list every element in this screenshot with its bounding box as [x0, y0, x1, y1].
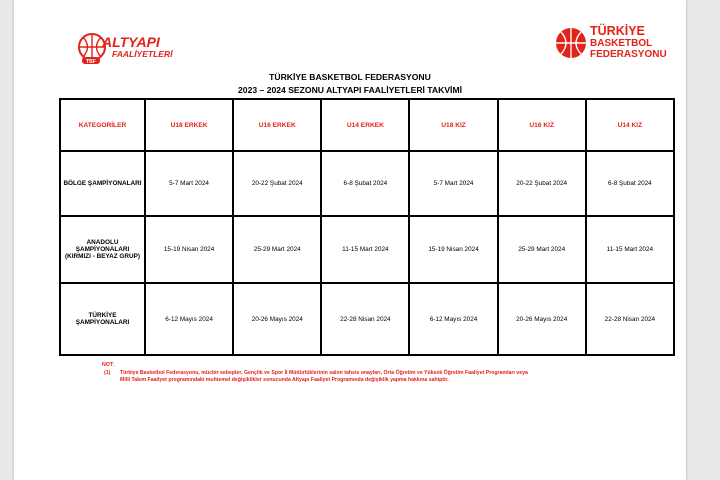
- table-cell: 11-15 Mart 2024: [586, 216, 674, 283]
- tbf-logo-line1: TÜRKİYE: [590, 24, 645, 38]
- header-u16-erkek: U16 ERKEK: [233, 99, 321, 151]
- document-title-line1: TÜRKİYE BASKETBOL FEDERASYONU: [269, 72, 431, 82]
- altyapi-logo: [74, 30, 194, 66]
- table-cell: 20-22 Şubat 2024: [233, 151, 321, 216]
- table-cell: 6-8 Şubat 2024: [586, 151, 674, 216]
- table-cell: 15-19 Nisan 2024: [145, 216, 233, 283]
- note-text-line2: Milli Takım Faaliyet programındaki muhtemel değişiklikler sonucunda Altyapı Faaliyet Programında değişiklik yapma hakkına sahiptir.: [120, 377, 449, 384]
- row-category: BÖLGE ŞAMPİYONALARI: [60, 151, 145, 216]
- tbf-logo-line3: FEDERASYONU: [590, 49, 667, 60]
- note-text-line1: Türkiye Basketbol Federasyonu, mücbir sebepler, Gençlik ve Spor İl Müdürlüklerinin salon tahsis onayları, Orta Öğretim ve Yüksek Öğretim Faaliyet Programları veya: [120, 369, 528, 376]
- table-row: [60, 151, 674, 216]
- note-item: [102, 370, 662, 378]
- table-row: [60, 216, 674, 283]
- header-u14-erkek: U14 ERKEK: [321, 99, 409, 151]
- tbf-ball-icon: [554, 26, 588, 60]
- table-cell: 25-29 Mart 2024: [498, 216, 586, 283]
- table-cell: 20-26 Mayıs 2024: [233, 283, 321, 355]
- note-item-continued: [102, 377, 662, 385]
- notes-label: NOT:: [102, 362, 115, 368]
- table-cell: 6-8 Şubat 2024: [321, 151, 409, 216]
- altyapi-logo-line1: ALTYAPI: [102, 34, 160, 50]
- header-u14-kiz: U14 KIZ: [586, 99, 674, 151]
- altyapi-logo-line2: FAALİYETLERİ: [112, 49, 173, 59]
- table-header-row: [60, 99, 674, 151]
- header-categories: KATEGORİLER: [60, 99, 145, 151]
- table-cell: 5-7 Mart 2024: [145, 151, 233, 216]
- table-cell: 11-15 Mart 2024: [321, 216, 409, 283]
- note-number: (1): [104, 369, 111, 376]
- header-u16-kiz: U16 KIZ: [498, 99, 586, 151]
- header-u18-kiz: U18 KIZ: [409, 99, 497, 151]
- schedule-table: [59, 98, 675, 356]
- table-cell: 20-22 Şubat 2024: [498, 151, 586, 216]
- tbf-badge-text: TBF: [86, 58, 96, 65]
- row-category: ANADOLU ŞAMPİYONALARI (KIRMIZI - BEYAZ GRUP): [60, 216, 145, 283]
- table-cell: 22-28 Nisan 2024: [586, 283, 674, 355]
- table-cell: 25-29 Mart 2024: [233, 216, 321, 283]
- table-cell: 5-7 Mart 2024: [409, 151, 497, 216]
- table-cell: 20-26 Mayıs 2024: [498, 283, 586, 355]
- notes-section: [102, 362, 662, 385]
- row-category: TÜRKİYE ŞAMPİYONALARI: [60, 283, 145, 355]
- document-title-line2: 2023 – 2024 SEZONU ALTYAPI FAALİYETLERİ TAKVİMİ: [238, 85, 462, 95]
- tbf-logo: [554, 24, 684, 64]
- table-cell: 6-12 Mayıs 2024: [145, 283, 233, 355]
- tbf-logo-line2: BASKETBOL: [590, 38, 653, 49]
- document-page: [14, 0, 686, 480]
- table-row: [60, 283, 674, 355]
- table-cell: 15-19 Nisan 2024: [409, 216, 497, 283]
- table-cell: 22-28 Nisan 2024: [321, 283, 409, 355]
- header-u18-erkek: U18 ERKEK: [145, 99, 233, 151]
- table-cell: 6-12 Mayıs 2024: [409, 283, 497, 355]
